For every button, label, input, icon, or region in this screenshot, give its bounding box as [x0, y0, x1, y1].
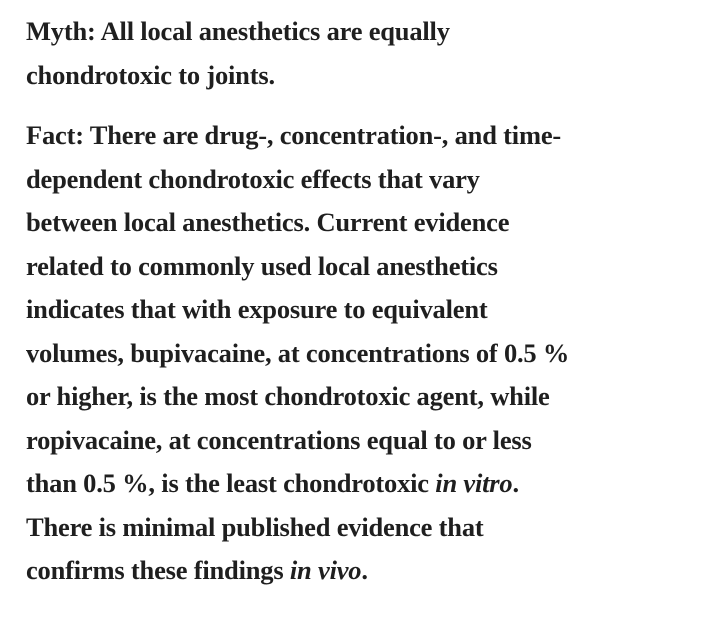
fact-line-11: [26, 549, 686, 593]
fact-line-9-text: than 0.5 %, is the least chondrotoxic: [26, 468, 436, 498]
fact-line-6: volumes, bupivacaine, at concentrations of 0.5 %: [26, 337, 570, 368]
fact-line-9-period: .: [512, 468, 519, 498]
in-vitro-italic: in vitro: [435, 468, 513, 498]
myth-line-1: Myth: All local anesthetics are equally: [26, 16, 450, 46]
fact-line-10: There is minimal published evidence that: [26, 511, 484, 542]
fact-line-3: between local anesthetics. Current evidence: [26, 207, 510, 237]
fact-line-1: Fact: There are drug-, concentration-, and time-: [26, 120, 562, 150]
fact-line-2: dependent chondrotoxic effects that vary: [26, 163, 480, 194]
article-body: [26, 10, 686, 593]
fact-line-4: related to commonly used local anesthetics: [26, 250, 498, 281]
fact-line-5: indicates that with exposure to equivalent: [26, 294, 488, 324]
fact-line-9: [26, 462, 686, 506]
myth-line-2: chondrotoxic to joints.: [26, 59, 275, 90]
fact-line-7: or higher, is the most chondrotoxic agent, while: [26, 381, 550, 411]
fact-paragraph: [26, 114, 686, 593]
fact-line-11-text: confirms these findings: [26, 555, 290, 585]
in-vivo-italic: in vivo: [289, 555, 362, 585]
fact-line-11-period: .: [361, 555, 368, 585]
myth-paragraph: [26, 10, 686, 97]
fact-line-8: ropivacaine, at concentrations equal to or less: [26, 424, 532, 455]
